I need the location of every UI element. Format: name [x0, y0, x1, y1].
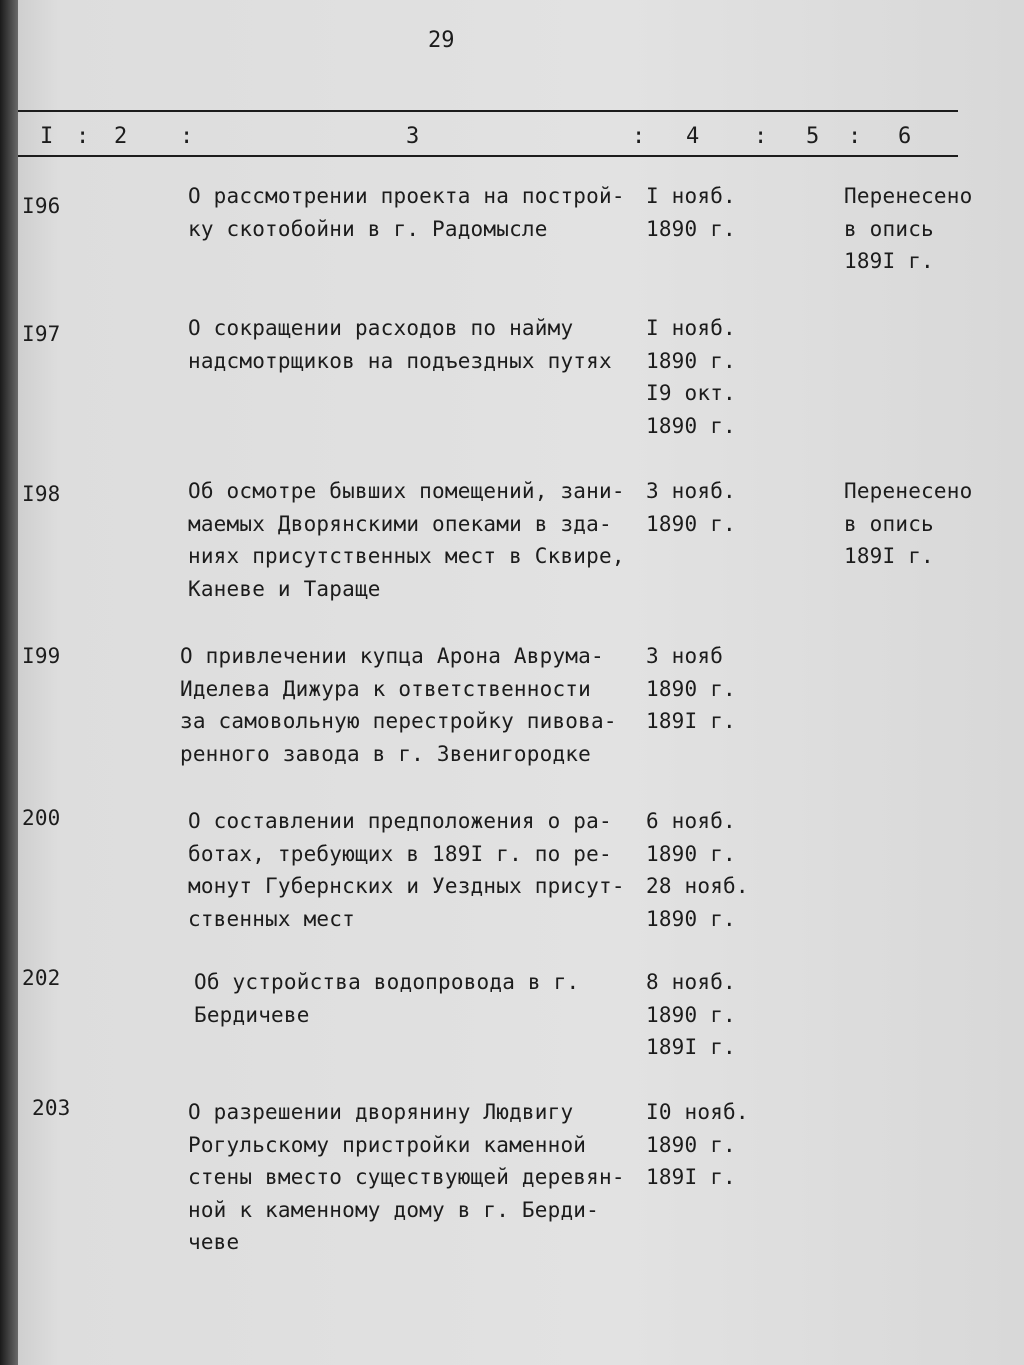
header-col-1: I [40, 124, 54, 149]
row-title: О составлении предположения о ра- ботах, требующих в 189I г. по ре- монут Губернских и Уездных присут- ственных мест [188, 809, 625, 931]
row-title: О разрешении дворянину Людвигу Рогульскому пристройки каменной стены вместо существующей деревян- ной к каменному дому в г. Берди- чеве [188, 1100, 625, 1254]
row-number: I98 [22, 482, 61, 506]
page-number: 29 [428, 28, 455, 53]
header-separator: : [180, 124, 194, 149]
archive-page [18, 0, 1024, 1365]
row-number: I96 [22, 194, 61, 218]
header-separator: : [848, 124, 862, 149]
row-dates: 8 нояб. 1890 г. 189I г. [646, 970, 736, 1059]
row-dates: 6 нояб. 1890 г. 28 нояб. 1890 г. [646, 809, 749, 931]
row-dates: 3 нояб 1890 г. 189I г. [646, 644, 736, 733]
row-number: 203 [32, 1096, 71, 1120]
header-col-4: 4 [686, 124, 700, 149]
header-col-6: 6 [898, 124, 912, 149]
header-separator: : [632, 124, 646, 149]
table-header-bottom-rule [18, 155, 958, 157]
row-number: 200 [22, 806, 61, 830]
row-number: I99 [22, 644, 61, 668]
row-title: О сокращении расходов по найму надсмотрщиков на подъездных путях [188, 316, 612, 373]
row-title: О привлечении купца Арона Аврума- Иделева Дижура к ответственности за самовольную перестройку пивова- ренного завода в г. Звенигородке [180, 644, 617, 766]
row-dates: I нояб. 1890 г. I9 окт. 1890 г. [646, 316, 736, 438]
row-note: Перенесено в опись 189I г. [844, 479, 973, 568]
row-dates: 3 нояб. 1890 г. [646, 479, 736, 536]
row-title: Об устройства водопровода в г. Бердичеве [194, 970, 580, 1027]
book-binding-edge [0, 0, 18, 1365]
row-title: Об осмотре бывших помещений, зани- маемых Дворянскими опеками в зда- ниях присутственных мест в Сквире, Каневе и Тараще [188, 479, 625, 601]
row-title: О рассмотрении проекта на построй- ку скотобойни в г. Радомысле [188, 184, 625, 241]
header-separator: : [754, 124, 768, 149]
row-number: I97 [22, 322, 61, 346]
header-col-5: 5 [806, 124, 820, 149]
header-col-2: 2 [114, 124, 128, 149]
header-col-3: 3 [406, 124, 420, 149]
row-number: 202 [22, 966, 61, 990]
row-note: Перенесено в опись 189I г. [844, 184, 973, 273]
row-dates: I0 нояб. 1890 г. 189I г. [646, 1100, 749, 1189]
header-separator: : [76, 124, 90, 149]
table-header-top-rule [18, 110, 958, 112]
row-dates: I нояб. 1890 г. [646, 184, 736, 241]
